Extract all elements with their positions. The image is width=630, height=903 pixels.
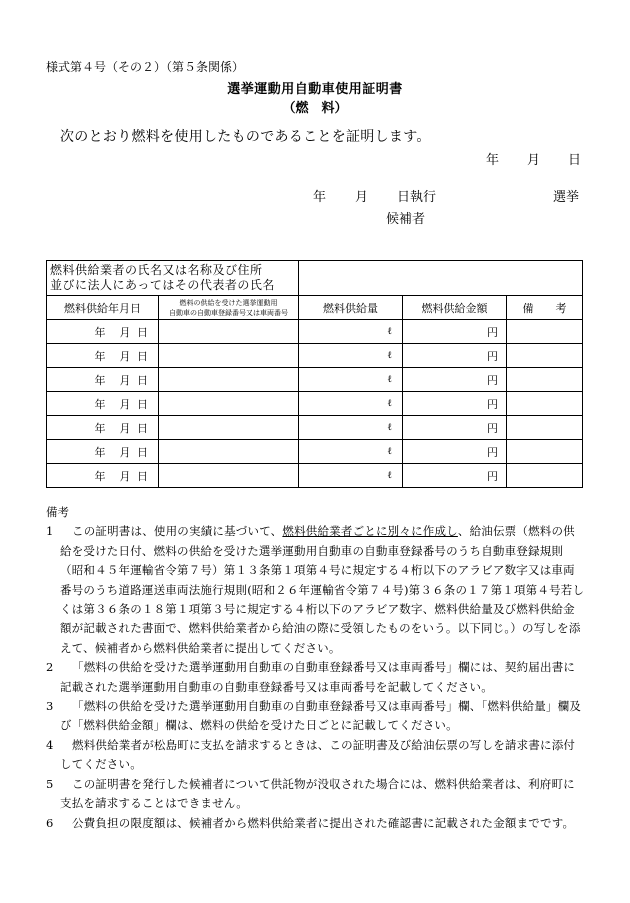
quantity-cell[interactable] bbox=[299, 320, 403, 344]
remarks-cell[interactable] bbox=[507, 440, 583, 464]
certify-statement: 次のとおり燃料を使用したものであることを証明します。 bbox=[60, 129, 431, 145]
note-text: 「燃料の供給を受けた選挙運動用自動車の自動車登録番号又は車両番号」欄、「燃料供給量」欄及び「燃料供給金額」欄は、燃料の供給を受けた日ごとに記載してください。 bbox=[60, 699, 582, 733]
supplier-label-line2: 並びに法人にあってはその代表者の氏名 bbox=[50, 278, 275, 292]
row-day: 日 bbox=[137, 397, 148, 411]
row-day: 日 bbox=[137, 325, 148, 339]
table-row bbox=[47, 344, 583, 368]
remarks-cell[interactable] bbox=[507, 392, 583, 416]
supply-date-cell[interactable] bbox=[47, 320, 159, 344]
election-label: 選挙 bbox=[553, 190, 580, 205]
notes-section bbox=[46, 503, 586, 833]
liter-unit: ℓ bbox=[387, 422, 393, 433]
note-text: 「燃料の供給を受けた選挙運動用自動車の自動車登録番号又は車両番号」欄には、契約届出書に記載された選挙運動用自動車の自動車登録番号又は車両番号を記載してください。 bbox=[60, 660, 576, 694]
amount-cell[interactable] bbox=[403, 320, 507, 344]
note-item bbox=[46, 522, 586, 658]
row-day: 日 bbox=[137, 469, 148, 483]
note-text: 燃料供給業者が松島町に支払を請求するときは、この証明書及び給油伝票の写しを請求書に添付してください。 bbox=[60, 737, 576, 772]
liter-unit: ℓ bbox=[387, 470, 393, 481]
note-number: 1 bbox=[46, 524, 54, 539]
liter-unit: ℓ bbox=[387, 374, 393, 385]
amount-cell[interactable] bbox=[403, 368, 507, 392]
col-quantity: 燃料供給量 bbox=[299, 296, 403, 320]
header-row bbox=[47, 296, 583, 320]
col-remarks: 備 考 bbox=[507, 296, 583, 320]
table-row bbox=[47, 392, 583, 416]
supplier-value-cell[interactable] bbox=[299, 261, 583, 296]
row-month: 月 bbox=[119, 349, 131, 363]
table-row bbox=[47, 464, 583, 488]
remarks-cell[interactable] bbox=[507, 416, 583, 440]
note-number: 2 bbox=[46, 660, 54, 675]
supply-date-cell[interactable] bbox=[47, 464, 159, 488]
document-title: 選挙運動用自動車使用証明書 bbox=[227, 82, 403, 97]
supply-date-cell[interactable] bbox=[47, 440, 159, 464]
liter-unit: ℓ bbox=[387, 398, 393, 409]
date-month-label: 月 bbox=[527, 153, 541, 168]
note-text-underlined: 燃料供給業者ごとに別々に作成し bbox=[282, 524, 458, 539]
candidate-label: 候補者 bbox=[386, 212, 426, 227]
vehicle-number-cell[interactable] bbox=[159, 320, 299, 344]
vehicle-number-cell[interactable] bbox=[159, 368, 299, 392]
exec-year-label: 年 bbox=[313, 190, 327, 205]
vehicle-number-cell[interactable] bbox=[159, 440, 299, 464]
note-number: 4 bbox=[46, 737, 54, 752]
col-vehicle-line1: 燃料の供給を受けた選挙運動用 bbox=[179, 298, 278, 307]
row-day: 日 bbox=[137, 421, 148, 435]
liter-unit: ℓ bbox=[387, 350, 393, 361]
amount-cell[interactable] bbox=[403, 392, 507, 416]
quantity-cell[interactable] bbox=[299, 392, 403, 416]
fuel-supply-table bbox=[46, 260, 583, 488]
note-text-pre: この証明書は、使用の実績に基づいて、 bbox=[72, 524, 283, 539]
note-number: 5 bbox=[46, 776, 54, 791]
exec-month-label: 月 bbox=[355, 190, 369, 205]
col-vehicle-line2: 自動車の自動車登録番号又は車両番号 bbox=[169, 308, 288, 317]
row-month: 月 bbox=[119, 421, 131, 435]
note-item bbox=[46, 775, 586, 814]
supplier-label-line1: 燃料供給業者の氏名又は名称及び住所 bbox=[50, 263, 263, 277]
col-supply-date: 燃料供給年月日 bbox=[47, 296, 159, 320]
exec-day-label: 日執行 bbox=[397, 190, 437, 205]
yen-unit: 円 bbox=[487, 397, 499, 411]
row-year: 年 bbox=[94, 373, 106, 387]
yen-unit: 円 bbox=[487, 469, 499, 483]
date-day-label: 日 bbox=[568, 153, 582, 168]
note-text: この証明書を発行した候補者について供託物が没収された場合には、燃料供給業者は、利府町に支払を請求することはできません。 bbox=[60, 776, 575, 811]
amount-cell[interactable] bbox=[403, 416, 507, 440]
row-year: 年 bbox=[94, 349, 106, 363]
liter-unit: ℓ bbox=[387, 326, 393, 337]
quantity-cell[interactable] bbox=[299, 344, 403, 368]
notes-heading: 備考 bbox=[46, 505, 69, 519]
supplier-row bbox=[47, 261, 583, 296]
note-number: 3 bbox=[46, 699, 54, 714]
row-year: 年 bbox=[94, 469, 106, 483]
supply-date-cell[interactable] bbox=[47, 392, 159, 416]
row-day: 日 bbox=[137, 349, 148, 363]
remarks-cell[interactable] bbox=[507, 344, 583, 368]
row-year: 年 bbox=[94, 397, 106, 411]
quantity-cell[interactable] bbox=[299, 440, 403, 464]
row-month: 月 bbox=[119, 325, 131, 339]
note-item bbox=[46, 658, 586, 697]
yen-unit: 円 bbox=[487, 349, 499, 363]
row-month: 月 bbox=[119, 373, 131, 387]
note-item bbox=[46, 814, 586, 833]
quantity-cell[interactable] bbox=[299, 416, 403, 440]
row-year: 年 bbox=[94, 445, 106, 459]
table-row bbox=[47, 416, 583, 440]
row-month: 月 bbox=[119, 469, 131, 483]
supply-date-cell[interactable] bbox=[47, 368, 159, 392]
note-number: 6 bbox=[46, 815, 54, 830]
yen-unit: 円 bbox=[487, 373, 499, 387]
amount-cell[interactable] bbox=[403, 344, 507, 368]
note-item bbox=[46, 736, 586, 775]
yen-unit: 円 bbox=[487, 421, 499, 435]
quantity-cell[interactable] bbox=[299, 464, 403, 488]
amount-cell[interactable] bbox=[403, 440, 507, 464]
yen-unit: 円 bbox=[487, 445, 499, 459]
row-day: 日 bbox=[137, 373, 148, 387]
col-amount: 燃料供給金額 bbox=[403, 296, 507, 320]
remarks-cell[interactable] bbox=[507, 464, 583, 488]
document-subtitle: （燃 料） bbox=[282, 101, 348, 116]
liter-unit: ℓ bbox=[387, 446, 393, 457]
supply-date-cell[interactable] bbox=[47, 344, 159, 368]
row-month: 月 bbox=[119, 445, 131, 459]
table-row bbox=[47, 440, 583, 464]
supply-date-cell[interactable] bbox=[47, 416, 159, 440]
quantity-cell[interactable] bbox=[299, 368, 403, 392]
note-text: 公費負担の限度額は、候補者から燃料供給業者に提出された確認書に記載された金額までです。 bbox=[72, 815, 575, 830]
vehicle-number-cell[interactable] bbox=[159, 416, 299, 440]
row-day: 日 bbox=[137, 445, 148, 459]
remarks-cell[interactable] bbox=[507, 368, 583, 392]
row-month: 月 bbox=[119, 397, 131, 411]
row-year: 年 bbox=[94, 325, 106, 339]
remarks-cell[interactable] bbox=[507, 320, 583, 344]
vehicle-number-cell[interactable] bbox=[159, 344, 299, 368]
row-year: 年 bbox=[94, 421, 106, 435]
supplier-label-cell bbox=[47, 261, 299, 296]
vehicle-number-cell[interactable] bbox=[159, 392, 299, 416]
yen-unit: 円 bbox=[487, 325, 499, 339]
note-text bbox=[60, 522, 586, 658]
form-number: 様式第４号（その２）（第５条関係） bbox=[46, 60, 245, 74]
note-item bbox=[46, 697, 586, 736]
col-vehicle-number bbox=[159, 296, 299, 320]
note-text-post: 、給油伝票（燃料の供給を受けた日付、燃料の供給を受けた選挙運動用自動車の自動車登録番号のうち自動車登録規則（昭和４５年運輸省令第７号）第１３条第１項第４号に規定する４桁以下のアラビア数字又は車両番号のうち道路運送車両法施行規則(昭和２６年運輸省令第７４号)第３６条の１７第１項第４号若しくは第３６条の１８第１項第３号に規定する４桁以下のアラビア数字、燃料供給量及び燃料供給金額が記載された書面で、燃料供給業者から給油の際に受領したものをいう。以下同じ。）の写しを添えて、候補者から燃料供給業者に提出してください。 bbox=[60, 524, 585, 655]
date-year-label: 年 bbox=[486, 153, 500, 168]
vehicle-number-cell[interactable] bbox=[159, 464, 299, 488]
table-row bbox=[47, 368, 583, 392]
amount-cell[interactable] bbox=[403, 464, 507, 488]
table-row bbox=[47, 320, 583, 344]
